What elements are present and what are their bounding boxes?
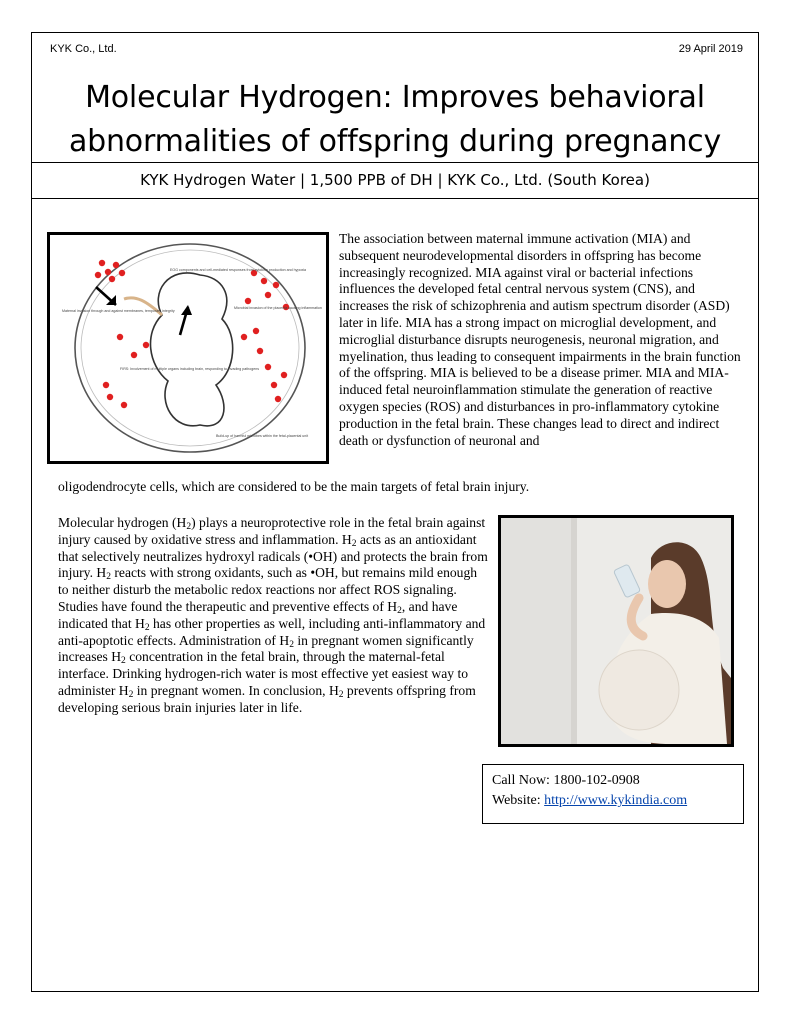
diagram-label: EOG components and cell-mediated responses from cytokine production and hypoxia xyxy=(170,268,307,272)
title-line-1: Molecular Hydrogen: Improves behavioral xyxy=(85,80,705,115)
arrow-head xyxy=(181,305,192,315)
diagram-label: Maternal invasion through and against membranes, temporary integrity xyxy=(62,309,175,313)
header-date: 29 April 2019 xyxy=(678,43,743,55)
paragraph-1-continued: oligodendrocyte cells, which are considered to be the main targets of fetal brain injury. xyxy=(58,479,530,494)
photo-svg xyxy=(501,518,731,744)
page-title xyxy=(31,76,759,164)
uterus-outline xyxy=(75,244,305,452)
microbe-dots xyxy=(95,260,289,408)
paragraph-1: The association between maternal immune activation (MIA) and subsequent neurodevelopmental disorders in offspring has become increasingly recognized. MIA against viral or bacterial infections influences the developed fetal central nervous system (CNS), and increases the risk of schizophrenia and autism spectrum disorder (ASD) later in life. MIA has a strong impact on microglial development, and microglial disturbance disrupts neurogenesis, neuronal migration, and myelination, thus leading to consequent impairments in the brain function of the offspring. MIA is believed to be a disease primer. MIA and MIA-induced fetal neuroinflammation stimulate the generation of reactive oxygen species (ROS) and disturbances in pro-inflammatory cytokine production in the fetal brain. These changes lead to direct and indirect death or dysfunction of neuronal and xyxy=(339,231,741,448)
call-number[interactable]: 1800-102-0908 xyxy=(553,773,640,788)
diagram-label: Microbial invasion of the placenta causing inflammation xyxy=(234,306,322,310)
contact-call xyxy=(492,771,734,791)
call-label: Call Now: xyxy=(492,773,554,788)
header-company: KYK Co., Ltd. xyxy=(50,43,117,55)
fetus-outline xyxy=(151,273,233,426)
contact-box xyxy=(482,764,744,824)
paragraph-2: Molecular hydrogen $(H_2)$ plays a neuroprotective role in the fetal brain against injury caused by oxidative stress and inflammation. $H_2$ acts as an antioxidant that selectively neutralizes hydroxyl radicals (•OH) and protects the brain from injury. $H_2$ reacts with strong oxidants, such as •OH, but remains mild enough to neither disturb the metabolic redox reactions nor affect ROS signaling. Studies have found the therapeutic and preventive effects of $H_2$, and have indicated that $H_2$ has other properties as well, including anti-inflammatory and anti-apoptotic effects. Administration of $H_2$ in pregnant women significantly increases $H_2$ concentration in the fetal brain, through the maternal-fetal interface. Drinking hydrogen-rich water is most effective yet easiest way to administer $H_2$ in pregnant women. In conclusion, $H_2$ prevents offspring from developing serious brain injuries later in life. xyxy=(58,515,488,715)
contact-website xyxy=(492,791,734,811)
diagram-label: Build-up of harmful microbes within the fetal-placental unit xyxy=(216,434,309,438)
divider xyxy=(31,198,759,199)
belly-shape xyxy=(599,650,679,730)
divider xyxy=(31,162,759,163)
diagram-label: FIRS: Involvement of multiple organs including brain, responding to invading pathogens xyxy=(120,367,260,371)
website-label: Website: xyxy=(492,793,545,808)
face-shape xyxy=(648,560,686,608)
website-link[interactable]: http://www.kykindia.com xyxy=(544,793,688,808)
title-line-2: abnormalities of offspring during pregnancy xyxy=(68,124,722,159)
fetal-inflammation-diagram xyxy=(47,232,329,464)
pregnant-woman-photo xyxy=(498,515,734,747)
subtitle: KYK Hydrogen Water | 1,500 PPB of DH | KYK Co., Ltd. (South Korea) xyxy=(140,171,650,189)
diagram-svg xyxy=(50,235,326,461)
